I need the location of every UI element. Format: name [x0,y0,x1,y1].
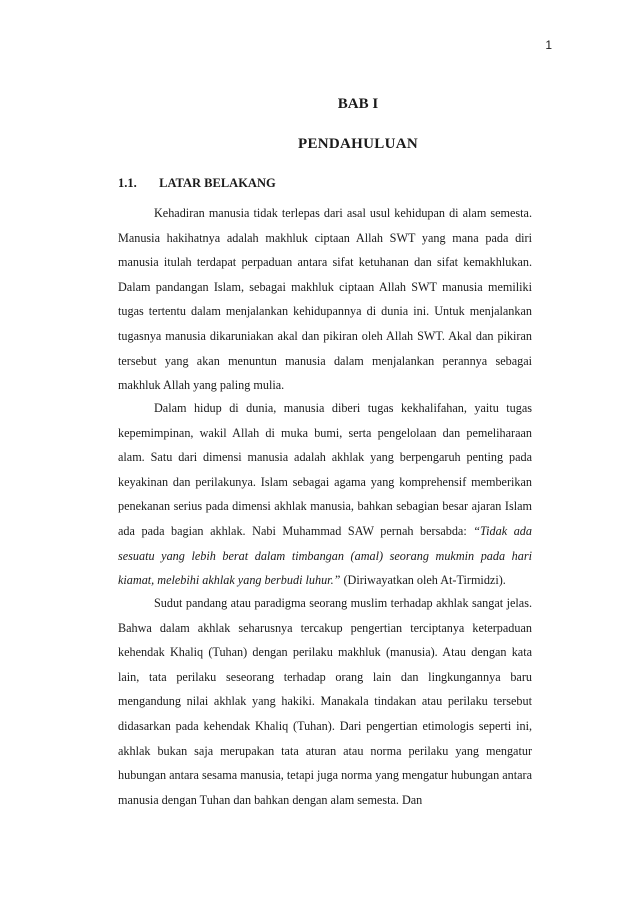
paragraph-2-end: (Diriwayatkan oleh At-Tirmidzi). [340,573,506,588]
paragraph-1 [118,201,532,398]
paragraph-2 [118,396,532,593]
page-number: 1 [545,38,552,52]
hadith-quote: “Tidak ada sesuatu yang lebih berat dalam timbangan (amal) seorang mukmin pada hari kiamat, melebihi akhlak yang berbudi luhur.” [118,523,532,588]
section-heading [118,176,276,191]
section-number: 1.1. [118,176,137,190]
paragraph-3-text: Sudut pandang atau paradigma seorang muslim terhadap akhlak sangat jelas. Bahwa dalam akhlak seharusnya tercakup pengertian terciptanya keterpaduan kehendak Khaliq (Tuhan) dengan perilaku makhluk (manusia). Atau dengan kata lain, tata perilaku seseorang terhadap orang lain dan lingkungannya baru mengandung nilai akhlak yang hakiki. Manakala tindakan atau perilaku tersebut didasarkan pada kehendak Khaliq (Tuhan). Dari pengertian etimologis seperti ini, akhlak bukan saja merupakan tata aturan atau norma perilaku yang mengatur hubungan antara sesama manusia, tetapi juga norma yang mengatur hubungan antara manusia dengan Tuhan dan bahkan dengan alam semesta. Dan [118,596,532,807]
paragraph-1-text: Kehadiran manusia tidak terlepas dari asal usul kehidupan di alam semesta. Manusia hakihatnya adalah makhluk ciptaan Allah SWT yang mana pada diri manusia itulah terdapat perpaduan antara sifat ketuhanan dan sifat kemakhlukan. Dalam pandangan Islam, sebagai makhluk ciptaan Allah SWT manusia memiliki tugas tertentu dalam menjalankan kehidupannya di dunia ini. Untuk menjalankan tugasnya manusia dikaruniakan akal dan pikiran oleh Allah SWT. Akal dan pikiran tersebut yang akan menuntun manusia dalam menjalankan perannya sebagai makhluk Allah yang paling mulia. [118,206,532,393]
section-title: LATAR BELAKANG [159,176,276,190]
paragraph-3 [118,591,532,812]
paragraph-2-start: Dalam hidup di dunia, manusia diberi tugas kekhalifahan, yaitu tugas kepemimpinan, wakil Allah di muka bumi, serta pengelolaan dan pemeliharaan alam. Satu dari dimensi manusia adalah akhlak yang berpengaruh penting pada keyakinan dan perilakunya. Islam sebagai agama yang komprehensif memberikan penekanan serius pada dimensi akhlak manusia, bahkan sebagian besar ajaran Islam ada pada bagian akhlak. Nabi Muhammad SAW pernah bersabda: [118,401,532,538]
paragraph-2-text [118,396,532,593]
chapter-subtitle: PENDAHULUAN [298,136,418,152]
chapter-title: BAB I [337,96,379,112]
